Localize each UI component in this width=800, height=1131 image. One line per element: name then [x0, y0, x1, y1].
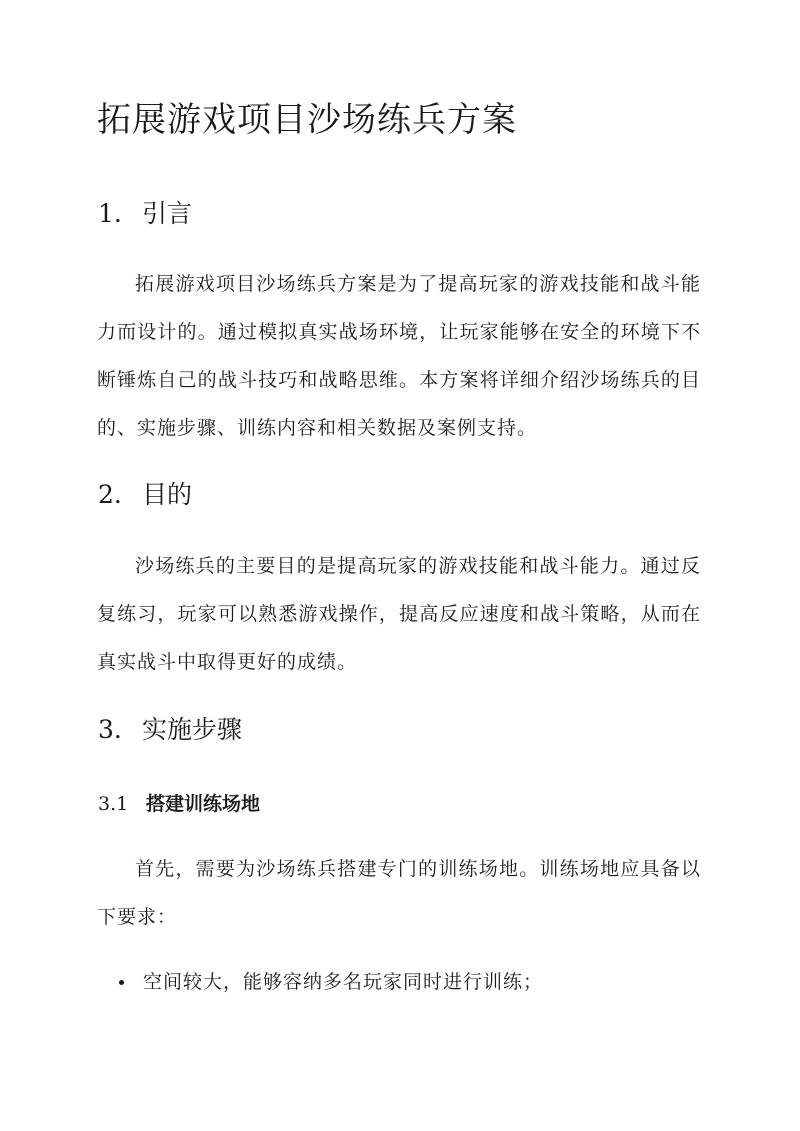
requirements-list — [117, 964, 543, 1000]
section-3-number: 3. — [98, 715, 122, 744]
section-2-paragraph: 沙场练兵的主要目的是提高玩家的游戏技能和战斗能力。通过反复练习，玩家可以熟悉游戏操作，提高反应速度和战斗策略，从而在真实战斗中取得更好的成绩。 — [97, 555, 701, 673]
section-1-paragraph: 拓展游戏项目沙场练兵方案是为了提高玩家的游戏技能和战斗能力而设计的。通过模拟真实战场环境，让玩家能够在安全的环境下不断锤炼自己的战斗技巧和战略思维。本方案将详细介绍沙场练兵的目的、实施步骤、训练内容和相关数据及案例支持。 — [97, 273, 701, 439]
document-title: 拓展游戏项目沙场练兵方案 — [97, 100, 517, 140]
section-2-title: 目的 — [142, 480, 193, 509]
section-1-number: 1. — [98, 199, 122, 228]
subsection-3-1-heading — [98, 790, 260, 818]
list-item — [117, 964, 543, 1000]
section-3-title: 实施步骤 — [142, 715, 243, 744]
bullet-icon — [119, 980, 124, 985]
section-1-title: 引言 — [142, 199, 193, 228]
section-2-number: 2. — [98, 480, 122, 509]
list-item-text: 空间较大，能够容纳多名玩家同时进行训练； — [143, 971, 544, 993]
section-1-heading — [98, 196, 192, 232]
subsection-3-1-title: 搭建训练场地 — [146, 793, 261, 815]
subsection-3-1-number: 3.1 — [98, 793, 129, 815]
section-3-heading — [98, 712, 242, 748]
subsection-3-1-paragraph: 首先，需要为沙场练兵搭建专门的训练场地。训练场地应具备以下要求： — [97, 858, 701, 928]
section-2-heading — [98, 477, 192, 513]
